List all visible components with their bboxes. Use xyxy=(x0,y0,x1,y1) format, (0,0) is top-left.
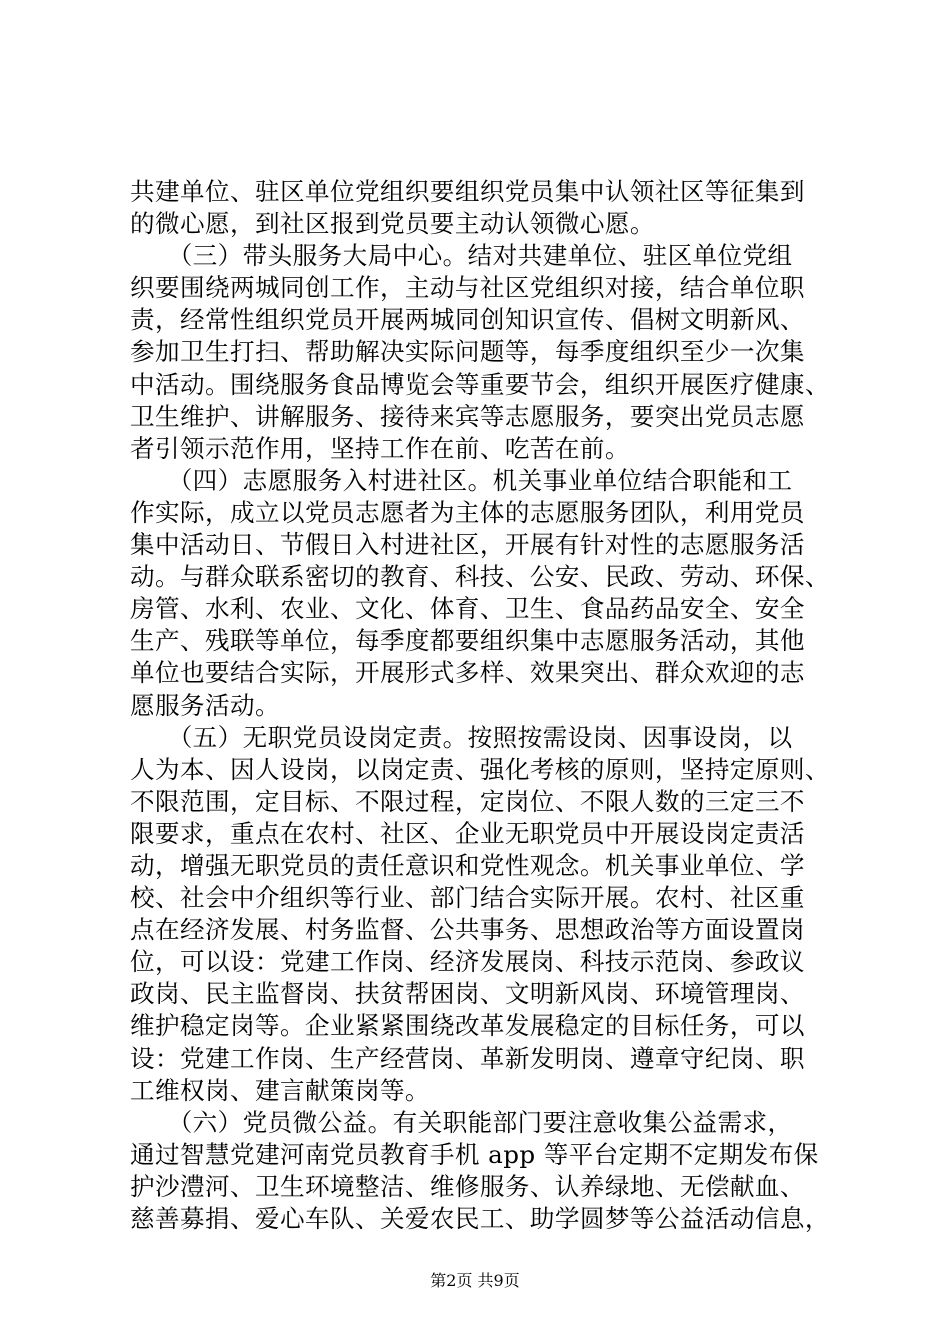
text-line: 工维权岗、建言献策岗等。 xyxy=(130,1075,430,1105)
text-line: （三）带头服务大局中心。结对共建单位、驻区单位党组 xyxy=(130,241,793,271)
text-line: 织要围绕两城同创工作，主动与社区党组织对接，结合单位职 xyxy=(130,273,805,303)
document-body xyxy=(130,176,830,1235)
text-line: 中活动。围绕服务食品博览会等重要节会，组织开展医疗健康、 xyxy=(130,369,830,399)
text-line: 维护稳定岗等。企业紧紧围绕改革发展稳定的目标任务，可以 xyxy=(130,1011,805,1041)
text-line: 政岗、民主监督岗、扶贫帮困岗、文明新风岗、环境管理岗、 xyxy=(130,979,805,1009)
text-line: 点在经济发展、村务监督、公共事务、思想政治等方面设置岗 xyxy=(130,915,805,945)
text-line: 共建单位、驻区单位党组织要组织党员集中认领社区等征集到 xyxy=(130,177,805,206)
text-line: 动，增强无职党员的责任意识和党性观念。机关事业单位、学 xyxy=(130,850,805,880)
text-line: 人为本、因人设岗，以岗定责、强化考核的原则，坚持定原则、 xyxy=(130,754,830,784)
text-line: 责，经常性组织党员开展两城同创知识宣传、倡树文明新风、 xyxy=(130,305,805,335)
text-line: 愿服务活动。 xyxy=(130,690,280,720)
text-line: 设：党建工作岗、生产经营岗、革新发明岗、遵章守纪岗、职 xyxy=(130,1043,805,1073)
text-line: （四）志愿服务入村进社区。机关事业单位结合职能和工 xyxy=(130,465,793,495)
text-line: 生产、残联等单位，每季度都要组织集中志愿服务活动，其他 xyxy=(130,626,805,656)
text-line: 限要求，重点在农村、社区、企业无职党员中开展设岗定责活 xyxy=(130,818,805,848)
text-line: 通过智慧党建河南党员教育手机 app 等平台定期不定期发布保 xyxy=(130,1139,819,1169)
text-line: 动。与群众联系密切的教育、科技、公安、民政、劳动、环保、 xyxy=(130,562,830,592)
text-line: 护沙澧河、卫生环境整洁、维修服务、认养绿地、无偿献血、 xyxy=(130,1171,805,1201)
text-line: 单位也要结合实际，开展形式多样、效果突出、群众欢迎的志 xyxy=(130,658,805,688)
text-line: 作实际，成立以党员志愿者为主体的志愿服务团队，利用党员 xyxy=(130,497,805,527)
text-line: 慈善募捐、爱心车队、关爱农民工、助学圆梦等公益活动信息， xyxy=(130,1204,830,1233)
text-line: 者引领示范作用，坚持工作在前、吃苦在前。 xyxy=(130,433,630,463)
text-line: 卫生维护、讲解服务、接待来宾等志愿服务，要突出党员志愿 xyxy=(130,401,805,431)
text-line: 集中活动日、节假日入村进社区，开展有针对性的志愿服务活 xyxy=(130,530,805,560)
page-footer: 第2页 共9页 xyxy=(430,1271,520,1290)
text-line: 位，可以设：党建工作岗、经济发展岗、科技示范岗、参政议 xyxy=(130,947,805,977)
text-line: 参加卫生打扫、帮助解决实际问题等，每季度组织至少一次集 xyxy=(130,337,805,367)
text-line: 校、社会中介组织等行业、部门结合实际开展。农村、社区重 xyxy=(130,883,805,913)
text-line: 不限范围，定目标、不限过程，定岗位、不限人数的三定三不 xyxy=(130,786,805,816)
text-line: 房管、水利、农业、文化、体育、卫生、食品药品安全、安全 xyxy=(130,594,805,624)
text-line: （五）无职党员设岗定责。按照按需设岗、因事设岗，以 xyxy=(130,722,793,752)
text-line: （六）党员微公益。有关职能部门要注意收集公益需求， xyxy=(130,1107,793,1137)
text-line: 的微心愿，到社区报到党员要主动认领微心愿。 xyxy=(130,209,655,239)
